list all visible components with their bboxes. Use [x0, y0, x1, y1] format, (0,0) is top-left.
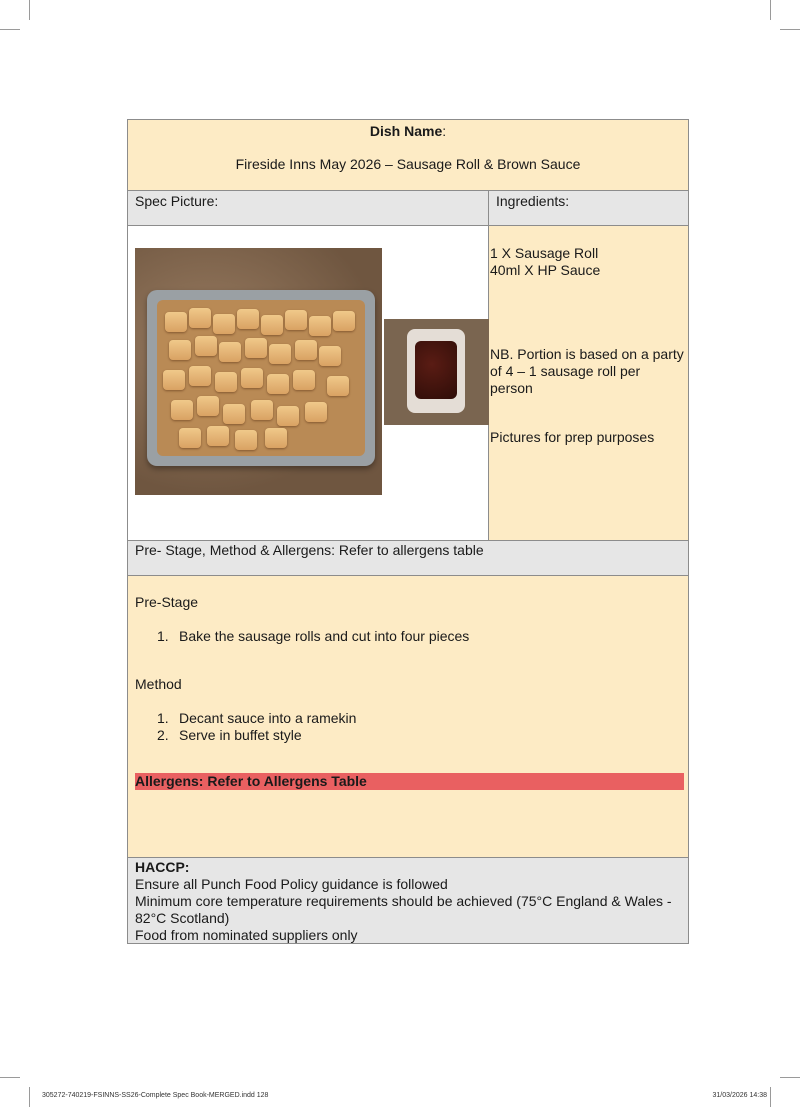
sausage-roll-piece [165, 312, 187, 332]
haccp-line: Ensure all Punch Food Policy guidance is followed [135, 876, 448, 892]
sausage-roll-piece [197, 396, 219, 416]
crop-mark [770, 1087, 771, 1107]
sausage-roll-piece [295, 340, 317, 360]
sausage-roll-piece [261, 315, 283, 335]
picture-ingredients-header [128, 191, 688, 226]
spec-table [127, 119, 689, 944]
picture-ingredients-row [128, 226, 688, 541]
sausage-roll-piece [265, 428, 287, 448]
baking-tray [147, 290, 375, 466]
crop-mark [29, 1087, 30, 1107]
sausage-roll-piece [241, 368, 263, 388]
sausage-roll-piece [163, 370, 185, 390]
haccp-row [128, 858, 688, 943]
sausage-roll-piece [267, 374, 289, 394]
sausage-roll-piece [195, 336, 217, 356]
sausage-rolls-photo [135, 248, 382, 495]
ingredient-hp-sauce: 40ml X HP Sauce [490, 262, 601, 278]
step-text: Bake the sausage rolls and cut into four pieces [179, 628, 470, 644]
spec-picture-cell [128, 226, 489, 540]
crop-mark [29, 0, 30, 20]
sausage-roll-piece [207, 426, 229, 446]
haccp-line: Minimum core temperature requirements should be achieved (75°C England & Wales - 82°C Scotland) [135, 893, 672, 926]
method-title: Method [135, 676, 182, 692]
sausage-roll-piece [237, 309, 259, 329]
dish-name-colon: : [442, 123, 447, 139]
prestage-title: Pre-Stage [135, 594, 199, 610]
allergens-notice: Allergens: Refer to Allergens Table [135, 773, 684, 790]
ingredients-cell [489, 226, 688, 540]
sausage-roll-piece [171, 400, 193, 420]
sausage-roll-piece [285, 310, 307, 330]
step-number: 1. [157, 710, 169, 726]
sausage-roll-piece [293, 370, 315, 390]
crop-mark [0, 29, 20, 30]
sausage-roll-piece [333, 311, 355, 331]
sausage-roll-piece [179, 428, 201, 448]
method-body-row [128, 576, 688, 858]
sausage-roll-piece [223, 404, 245, 424]
dish-name-label-wrap [128, 123, 688, 140]
sausage-roll-piece [169, 340, 191, 360]
dish-name-label: Dish Name [369, 123, 443, 139]
crop-mark [0, 1077, 20, 1078]
ramekin [407, 329, 465, 413]
ingredients-heading: Ingredients: [496, 193, 570, 209]
sausage-roll-piece [327, 376, 349, 396]
pictures-note: Pictures for prep purposes [490, 429, 655, 445]
sausage-roll-piece [269, 344, 291, 364]
sausage-roll-piece [319, 346, 341, 366]
sausage-roll-piece [189, 366, 211, 386]
sausage-roll-piece [213, 314, 235, 334]
crop-mark [780, 29, 800, 30]
haccp-line: Food from nominated suppliers only [135, 927, 358, 943]
brown-sauce-photo [384, 319, 489, 425]
ingredient-sausage-roll: 1 X Sausage Roll [490, 245, 599, 261]
footer-file-info: 305272-740219-FSINNS-SS26-Complete Spec Book-MERGED.indd 128 [42, 1092, 269, 1099]
portion-note: NB. Portion is based on a party of 4 – 1 sausage roll per person [490, 346, 684, 396]
dish-name-row [128, 120, 688, 191]
sausage-roll-piece [189, 308, 211, 328]
step-text: Serve in buffet style [179, 727, 302, 743]
step-number: 2. [157, 727, 169, 743]
sausage-roll-piece [235, 430, 257, 450]
sausage-roll-piece [309, 316, 331, 336]
spec-picture-heading: Spec Picture: [128, 191, 489, 225]
tray-paper [157, 300, 365, 456]
sausage-roll-piece [215, 372, 237, 392]
crop-mark [780, 1077, 800, 1078]
prestage-step [157, 628, 469, 645]
method-step [157, 727, 302, 744]
method-header-row [128, 541, 688, 576]
method-header: Pre- Stage, Method & Allergens: Refer to allergens table [135, 542, 484, 558]
method-step [157, 710, 356, 727]
brown-sauce [415, 341, 457, 399]
sausage-roll-piece [219, 342, 241, 362]
sausage-roll-piece [277, 406, 299, 426]
sausage-roll-piece [251, 400, 273, 420]
footer-date: 31/03/2026 14:38 [712, 1092, 767, 1099]
sausage-roll-piece [245, 338, 267, 358]
sausage-roll-piece [305, 402, 327, 422]
crop-mark [770, 0, 771, 20]
dish-name: Fireside Inns May 2026 – Sausage Roll & Brown Sauce [235, 156, 581, 172]
step-text: Decant sauce into a ramekin [179, 710, 357, 726]
step-number: 1. [157, 628, 169, 644]
haccp-title: HACCP: [135, 859, 190, 875]
